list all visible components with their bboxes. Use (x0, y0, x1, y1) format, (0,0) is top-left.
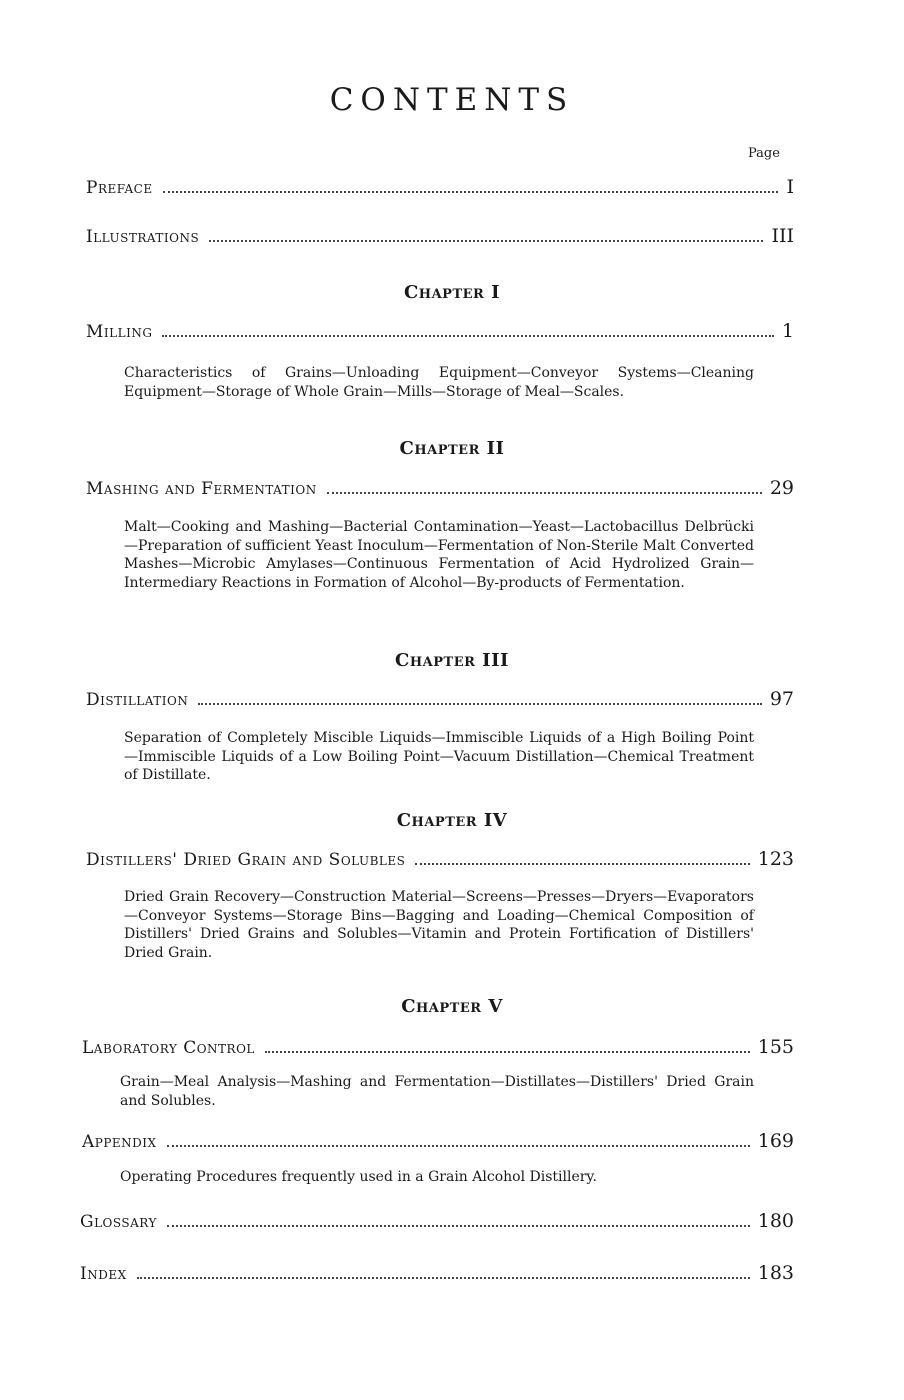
toc-entry-page: 29 (769, 477, 794, 499)
dot-leader (198, 703, 761, 705)
toc-entry-index[interactable] (80, 1262, 794, 1284)
chapter-summary-5: Grain—Meal Analysis—Mashing and Fermentation—Distillates—Distillers' Dried Grain and Solubles. (120, 1074, 754, 1109)
chapter-heading-2: Chapter II (399, 438, 505, 459)
dot-leader (209, 240, 763, 242)
toc-entry-page: 97 (769, 688, 794, 710)
toc-entry-page: 169 (757, 1130, 794, 1152)
toc-entry-page: 180 (757, 1210, 794, 1232)
toc-entry-title: Glossary (80, 1212, 157, 1232)
toc-entry-page: I (786, 176, 794, 198)
chapter-heading-5: Chapter V (401, 996, 503, 1017)
toc-entry-preface[interactable] (86, 176, 794, 198)
dot-leader (265, 1051, 750, 1053)
toc-entry-page: 183 (757, 1262, 794, 1284)
toc-entry-page: 123 (757, 848, 794, 870)
toc-entry-milling[interactable] (86, 320, 794, 342)
chapter-summary-4: Dried Grain Recovery—Construction Material—Screens—Presses—Dryers—Evaporators—Conveyor Systems—Storage Bins—Bagging and Loading—Chemical Composition of Distillers' Dried Grains and Solubles—Vitamin and Protein Fortification of Distillers' Dried Grain. (124, 889, 754, 961)
toc-entry-laboratory-control[interactable] (82, 1036, 794, 1058)
toc-entry-glossary[interactable] (80, 1210, 794, 1232)
toc-entry-title: Appendix (82, 1132, 157, 1152)
dot-leader (167, 1225, 750, 1227)
toc-entry-page: 155 (757, 1036, 794, 1058)
toc-entry-title: Laboratory Control (82, 1038, 255, 1058)
dot-leader (415, 863, 749, 865)
appendix-summary: Operating Procedures frequently used in a Grain Alcohol Distillery. (120, 1169, 597, 1185)
chapter-heading-3: Chapter III (395, 650, 509, 671)
dot-leader (137, 1277, 750, 1279)
toc-entry-title: Index (80, 1264, 127, 1284)
dot-leader (163, 191, 779, 193)
chapter-heading-1: Chapter I (403, 282, 501, 303)
toc-entry-page: 1 (781, 320, 794, 342)
toc-entry-page: III (771, 225, 794, 247)
toc-entry-distillers-dried-grain[interactable] (86, 848, 794, 870)
toc-entry-distillation[interactable] (86, 688, 794, 710)
page-title: CONTENTS (329, 82, 575, 118)
chapter-summary-2: Malt—Cooking and Mashing—Bacterial Contamination—Yeast—Lactobacillus Delbrücki—Preparation of sufficient Yeast Inoculum—Fermentation of Non-Sterile Malt Converted Mashes—Microbic Amylases—Continuous Fermentation of Acid Hydrolized Grain—Intermediary Reactions in Formation of Alcohol—By-products of Fermentation. (124, 519, 754, 591)
chapter-summary-3: Separation of Completely Miscible Liquids—Immiscible Liquids of a High Boiling Point—Immiscible Liquids of a Low Boiling Point—Vacuum Distillation—Chemical Treatment of Distillate. (124, 730, 754, 783)
toc-entry-appendix[interactable] (82, 1130, 794, 1152)
toc-entry-title: Distillation (86, 690, 189, 710)
toc-entry-title: Preface (86, 178, 153, 198)
dot-leader (162, 335, 773, 337)
toc-entry-mashing-and-fermentation[interactable] (86, 477, 794, 499)
toc-entry-title: Mashing and Fermentation (86, 479, 317, 499)
toc-entry-title: Illustrations (86, 227, 200, 247)
toc-entry-illustrations[interactable] (86, 225, 794, 247)
page-column-label: Page (748, 146, 780, 161)
toc-entry-title: Milling (86, 322, 153, 342)
chapter-summary-1: Characteristics of Grains—Unloading Equipment—Conveyor Systems—Cleaning Equipment—Storage of Whole Grain—Mills—Storage of Meal—Scales. (124, 365, 754, 400)
chapter-heading-4: Chapter IV (396, 810, 508, 831)
dot-leader (167, 1145, 750, 1147)
toc-entry-title: Distillers' Dried Grain and Solubles (86, 850, 406, 870)
dot-leader (327, 492, 762, 494)
